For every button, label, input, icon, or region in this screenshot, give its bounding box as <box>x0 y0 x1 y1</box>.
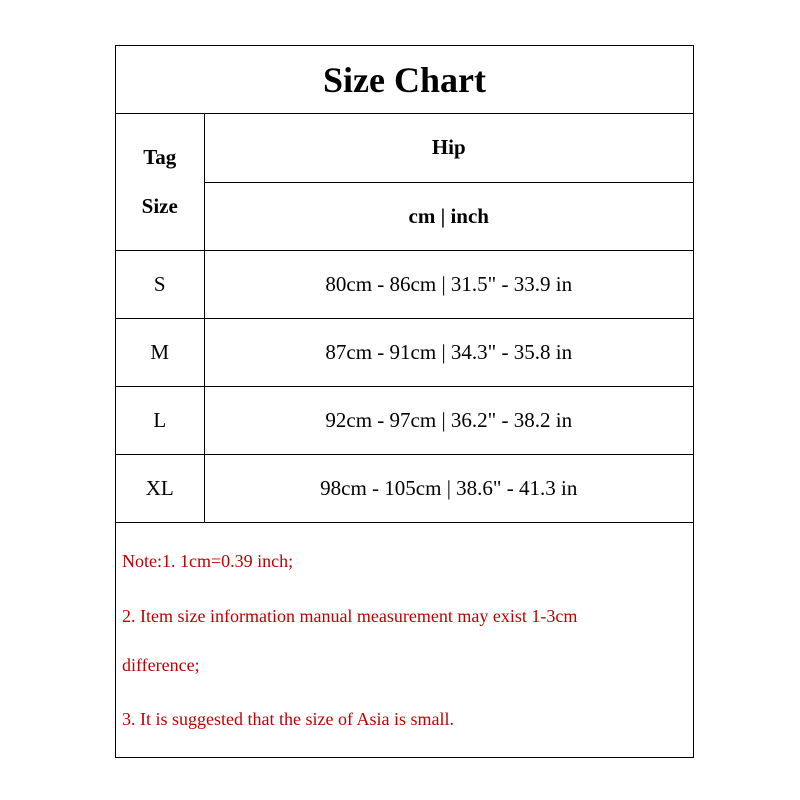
tag-header-line1: Tag <box>143 144 177 169</box>
size-chart <box>115 45 694 758</box>
table-row <box>116 318 693 386</box>
size-cell: M <box>116 318 204 386</box>
note-line-3: difference; <box>122 655 200 675</box>
units-header: cm | inch <box>204 182 693 250</box>
hip-cell: 87cm - 91cm | 34.3" - 35.8 in <box>204 318 693 386</box>
size-cell: S <box>116 250 204 318</box>
table-row <box>116 454 693 522</box>
size-cell: XL <box>116 454 204 522</box>
note-line-2: 2. Item size information manual measurement may exist 1-3cm <box>122 606 578 626</box>
note-line-4: 3. It is suggested that the size of Asia is small. <box>122 709 454 729</box>
tag-size-header <box>116 114 204 250</box>
note-line-1: Note:1. 1cm=0.39 inch; <box>122 551 294 571</box>
table-row <box>116 386 693 454</box>
hip-cell: 92cm - 97cm | 36.2" - 38.2 in <box>204 386 693 454</box>
header-row-measure <box>116 114 693 182</box>
size-cell: L <box>116 386 204 454</box>
tag-header-line2: Size <box>141 193 178 218</box>
chart-title: Size Chart <box>116 46 693 114</box>
hip-cell: 98cm - 105cm | 38.6" - 41.3 in <box>204 454 693 522</box>
hip-header: Hip <box>204 114 693 182</box>
hip-cell: 80cm - 86cm | 31.5" - 33.9 in <box>204 250 693 318</box>
size-table <box>116 114 693 523</box>
table-row <box>116 250 693 318</box>
